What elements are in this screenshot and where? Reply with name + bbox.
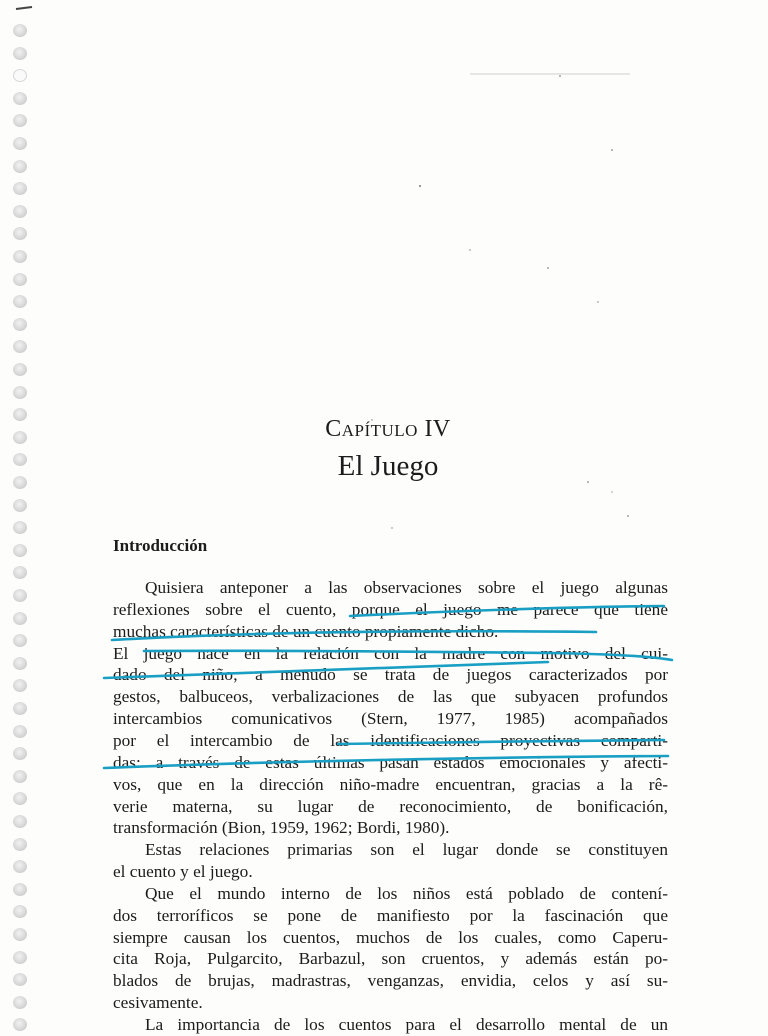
body-line: intercambios comunicativos (Stern, 1977, 1985) acompañados <box>113 709 668 729</box>
body-line: gestos, balbuceos, verbalizaciones de las que subyacen profundos <box>113 687 668 707</box>
body-line: dado del niño; a menudo se trata de juegos caracterizados por <box>113 665 668 685</box>
body-line: verie materna, su lugar de reconocimiento, de bonificación, <box>113 796 668 816</box>
body-line: cesivamente. <box>113 993 203 1013</box>
body-line: La importancia de los cuentos para el desarrollo mental de un <box>145 1015 668 1034</box>
body-line: Estas relaciones primarias son el lugar donde se constituyen <box>145 840 668 860</box>
body-line: blados de brujas, madrastras, venganzas, envidia, celos y así su- <box>113 971 668 991</box>
body-line: muchas características de un cuento propiamente dicho. <box>113 621 499 641</box>
body-line: el cuento y el juego. <box>113 862 253 882</box>
body-line: por el intercambio de las identificaciones proyectivas comparti- <box>113 730 668 750</box>
body-line: reflexiones sobre el cuento, porque el juego me parece que tiene <box>113 599 668 619</box>
body-line: vos, que en la dirección niño-madre encuentran, gracias a la rê- <box>113 774 668 794</box>
body-line: cita Roja, Pulgarcito, Barbazul, son cruentos, y además están po- <box>113 949 668 969</box>
body-line: siempre causan los cuentos, muchos de los cuales, como Caperu- <box>113 927 668 947</box>
section-heading: Introducción <box>113 536 208 555</box>
body-line: El juego nace en la relación con la madre con motivo del cui- <box>113 643 668 663</box>
chapter-label: Capítulo IV <box>325 416 451 442</box>
body-line: dos terroríficos se pone de manifiesto por la fascinación que <box>113 905 668 925</box>
body-line: Que el mundo interno de los niños está poblado de contení- <box>145 883 668 903</box>
chapter-title: El Juego <box>337 450 439 482</box>
body-line: transformación (Bion, 1959, 1962; Bordi, 1980). <box>113 818 450 838</box>
body-line: das: a través de estas últimas pasan estados emocionales y afecti- <box>113 752 668 772</box>
body-line: Quisiera anteponer a las observaciones sobre el juego algunas <box>145 578 668 597</box>
